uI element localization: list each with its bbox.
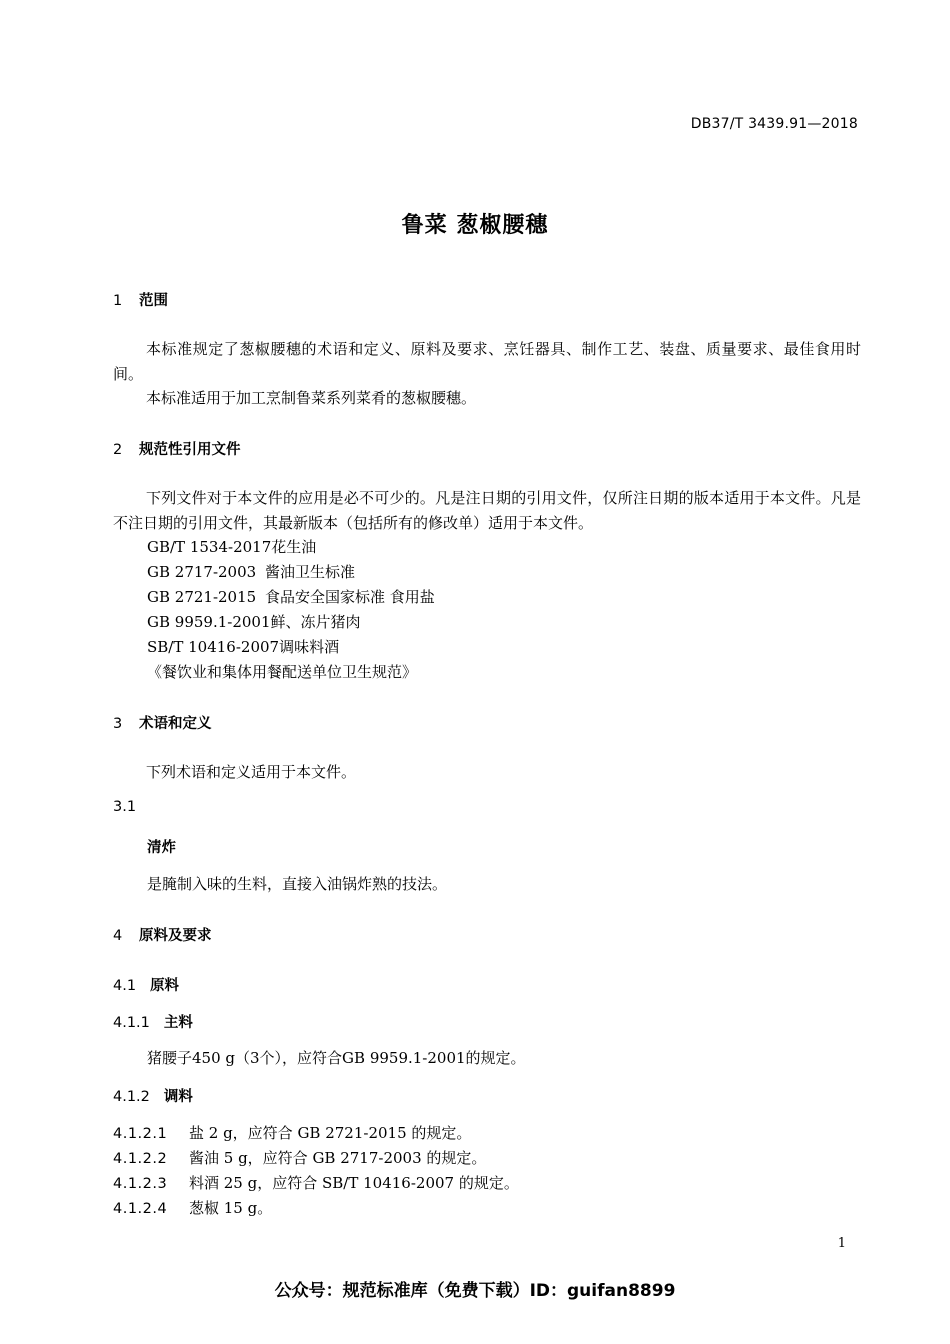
seasoning-item: [113, 1197, 272, 1218]
section-number: 3: [113, 716, 123, 732]
section-title: 范围: [139, 293, 168, 309]
item-number: 4.1.2.3: [113, 1176, 168, 1192]
section-3-heading: [113, 712, 212, 733]
reference-item: [147, 536, 316, 557]
section-2-paragraph-1: 下列文件对于本文件的应用是必不可少的。凡是注日期的引用文件，仅所注日期的版本适用于本文件。凡是不注日期的引用文件，其最新版本（包括所有的修改单）适用于本文件。: [113, 489, 861, 532]
section-3-paragraph-1: 下列术语和定义适用于本文件。: [146, 763, 357, 781]
reference-code: GB 9959.1-2001: [147, 613, 271, 631]
section-2-heading: [113, 438, 241, 459]
section-title: 规范性引用文件: [139, 442, 241, 458]
item-text: 料酒 25 g，应符合 SB/T 10416-2007 的规定。: [189, 1174, 519, 1192]
section-1-paragraph-2: 本标准适用于加工烹制鲁菜系列菜肴的葱椒腰穗。: [146, 389, 477, 407]
term-name: 清炸: [147, 840, 176, 856]
subsection-title: 主料: [163, 1015, 193, 1031]
footer-watermark: 公众号：规范标准库（免费下载）ID：guifan8899: [274, 1281, 676, 1301]
reference-code: GB/T 1534-2017: [147, 538, 272, 556]
item-number: 4.1.2.2: [113, 1151, 168, 1167]
standard-number: DB37/T 3439.91—2018: [690, 116, 858, 132]
seasoning-item: [113, 1147, 486, 1168]
subsection-4-1-1-heading: [113, 1011, 193, 1032]
subsection-number: 4.1: [113, 978, 137, 994]
seasoning-item: [113, 1122, 471, 1143]
section-1-heading: [113, 289, 168, 310]
subsection-number: 4.1.2: [113, 1089, 150, 1105]
section-4-heading: [113, 924, 212, 945]
reference-name: 调味料酒: [279, 638, 340, 656]
term-number: 3.1: [113, 799, 137, 815]
reference-code: GB 2721-2015: [147, 588, 257, 606]
item-number: 4.1.2.4: [113, 1201, 168, 1217]
subsection-title: 调料: [163, 1089, 193, 1105]
section-number: 2: [113, 442, 123, 458]
reference-item: [147, 586, 435, 607]
subsection-title: 原料: [150, 978, 180, 994]
section-number: 1: [113, 293, 123, 309]
item-text: 葱椒 15 g。: [189, 1199, 273, 1217]
page-number: 1: [837, 1236, 846, 1251]
reference-code: SB/T 10416-2007: [147, 638, 280, 656]
reference-name: 食品安全国家标准 食用盐: [265, 588, 435, 606]
item-text: 盐 2 g，应符合 GB 2721-2015 的规定。: [189, 1124, 472, 1142]
subsection-4-1-heading: [113, 974, 179, 995]
reference-item-extra: 《餐饮业和集体用餐配送单位卫生规范》: [147, 663, 418, 681]
subsection-4-1-1-text: 猪腰子450 g（3个），应符合GB 9959.1-2001的规定。: [147, 1049, 526, 1067]
subsection-number: 4.1.1: [113, 1015, 150, 1031]
item-number: 4.1.2.1: [113, 1126, 168, 1142]
reference-item: [147, 611, 361, 632]
section-title: 术语和定义: [139, 716, 212, 732]
reference-code: GB 2717-2003: [147, 563, 257, 581]
seasoning-item: [113, 1172, 519, 1193]
section-title: 原料及要求: [139, 928, 212, 944]
document-title: 鲁菜 葱椒腰穗: [401, 213, 549, 238]
reference-name: 花生油: [271, 538, 317, 556]
reference-name: 鲜、冻片猪肉: [270, 613, 361, 631]
section-1-paragraph-1: 本标准规定了葱椒腰穗的术语和定义、原料及要求、烹饪器具、制作工艺、装盘、质量要求、最佳食用时间。: [113, 340, 861, 383]
reference-item: [147, 561, 355, 582]
section-number: 4: [113, 928, 123, 944]
subsection-4-1-2-heading: [113, 1085, 193, 1106]
reference-item: [147, 636, 339, 657]
term-definition: 是腌制入味的生料，直接入油锅炸熟的技法。: [147, 875, 448, 893]
item-text: 酱油 5 g，应符合 GB 2717-2003 的规定。: [189, 1149, 487, 1167]
reference-name: 酱油卫生标准: [265, 563, 356, 581]
